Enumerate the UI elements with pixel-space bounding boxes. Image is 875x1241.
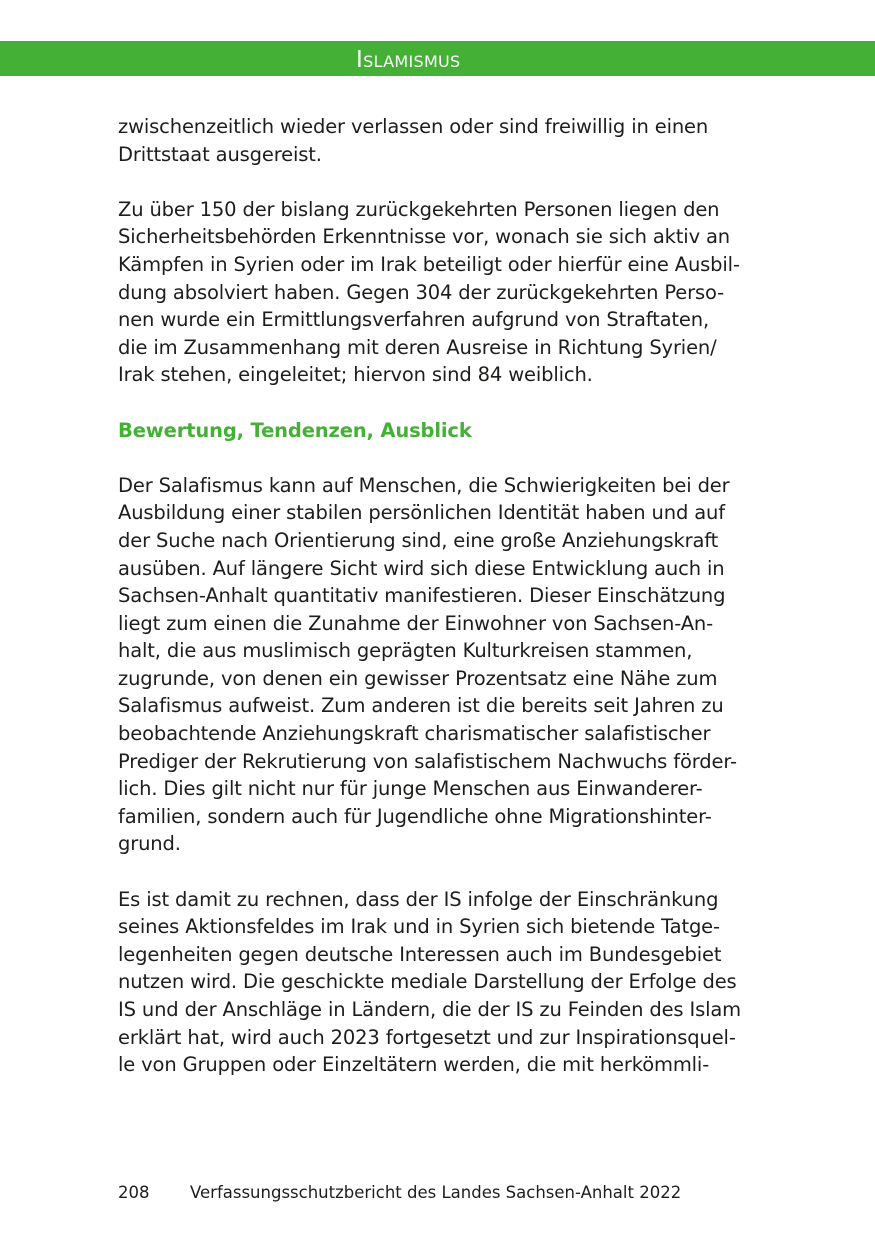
text-line: nen wurde ein Ermittlungsverfahren aufgrund von Straftaten,: [118, 308, 710, 332]
text-line: Sachsen-Anhalt quantitativ manifestieren. Dieser Einschätzung: [118, 584, 726, 608]
text-line: Irak stehen, eingeleitet; hiervon sind 84 weiblich.: [118, 363, 593, 387]
text-line: liegt zum einen die Zunahme der Einwohner von Sachsen-An-: [118, 611, 713, 635]
text-line: legenheiten gegen deutsche Interessen auch im Bundesgebiet: [118, 942, 722, 966]
text-line: Prediger der Rekrutierung von salafistischem Nachwuchs förder-: [118, 749, 737, 773]
text-line: familien, sondern auch für Jugendliche ohne Migrationshinter-: [118, 804, 712, 828]
paragraph-spacer: [118, 168, 768, 196]
text-line: Es ist damit zu rechnen, dass der IS infolge der Einschränkung: [118, 887, 719, 911]
text-line: der Suche nach Orientierung sind, eine große Anziehungskraft: [118, 528, 719, 552]
text-line: grund.: [118, 832, 181, 856]
text-line: erklärt hat, wird auch 2023 fortgesetzt und zur Inspirationsquel-: [118, 1025, 736, 1049]
text-line: seines Aktionsfeldes im Irak und in Syrien sich bietende Tatge-: [118, 915, 720, 939]
publication-title: Verfassungsschutzbericht des Landes Sachsen-Anhalt 2022: [190, 1183, 682, 1202]
paragraph-2: [118, 196, 768, 389]
chapter-title: Islamismus: [356, 47, 461, 73]
page-number: 208: [118, 1183, 150, 1202]
text-line: lich. Dies gilt nicht nur für junge Menschen aus Einwanderer-: [118, 777, 703, 801]
text-line: die im Zusammenhang mit deren Ausreise in Richtung Syrien/: [118, 335, 717, 359]
text-line: nutzen wird. Die geschickte mediale Darstellung der Erfolge des: [118, 970, 737, 994]
text-line: Salafismus aufweist. Zum anderen ist die bereits seit Jahren zu: [118, 694, 724, 718]
text-line: dung absolviert haben. Gegen 304 der zurückgekehrten Perso-: [118, 280, 725, 304]
paragraph-spacer: [118, 389, 768, 417]
section-heading: Bewertung, Tendenzen, Ausblick: [118, 418, 472, 442]
paragraph-spacer: [118, 444, 768, 472]
paragraph-3: [118, 472, 768, 858]
text-line: zugrunde, von denen ein gewisser Prozentsatz eine Nähe zum: [118, 666, 718, 690]
text-line: ausüben. Auf längere Sicht wird sich diese Entwicklung auch in: [118, 556, 725, 580]
paragraph-1: [118, 113, 768, 168]
page-footer: [118, 1181, 681, 1205]
text-line: beobachtende Anziehungskraft charismatischer salafistischer: [118, 722, 711, 746]
text-line: Sicherheitsbehörden Erkenntnisse vor, wonach sie sich aktiv an: [118, 225, 731, 249]
page-body: [118, 113, 768, 1079]
text-line: Der Salafismus kann auf Menschen, die Schwierigkeiten bei der: [118, 473, 730, 497]
text-line: le von Gruppen oder Einzeltätern werden, die mit herkömmli-: [118, 1053, 710, 1077]
text-line: IS und der Anschläge in Ländern, die der IS zu Feinden des Islam: [118, 998, 742, 1021]
text-line: halt, die aus muslimisch geprägten Kulturkreisen stammen,: [118, 639, 693, 663]
text-line: Zu über 150 der bislang zurückgekehrten Personen liegen den: [118, 197, 720, 221]
text-line: zwischenzeitlich wieder verlassen oder sind freiwillig in einen: [118, 115, 709, 138]
paragraph-4: [118, 886, 768, 1079]
text-line: Kämpfen in Syrien oder im Irak beteiligt oder hierfür eine Ausbil-: [118, 252, 740, 276]
text-line: Drittstaat ausgereist.: [118, 142, 322, 166]
text-line: Ausbildung einer stabilen persönlichen Identität haben und auf: [118, 501, 725, 525]
paragraph-spacer: [118, 858, 768, 886]
